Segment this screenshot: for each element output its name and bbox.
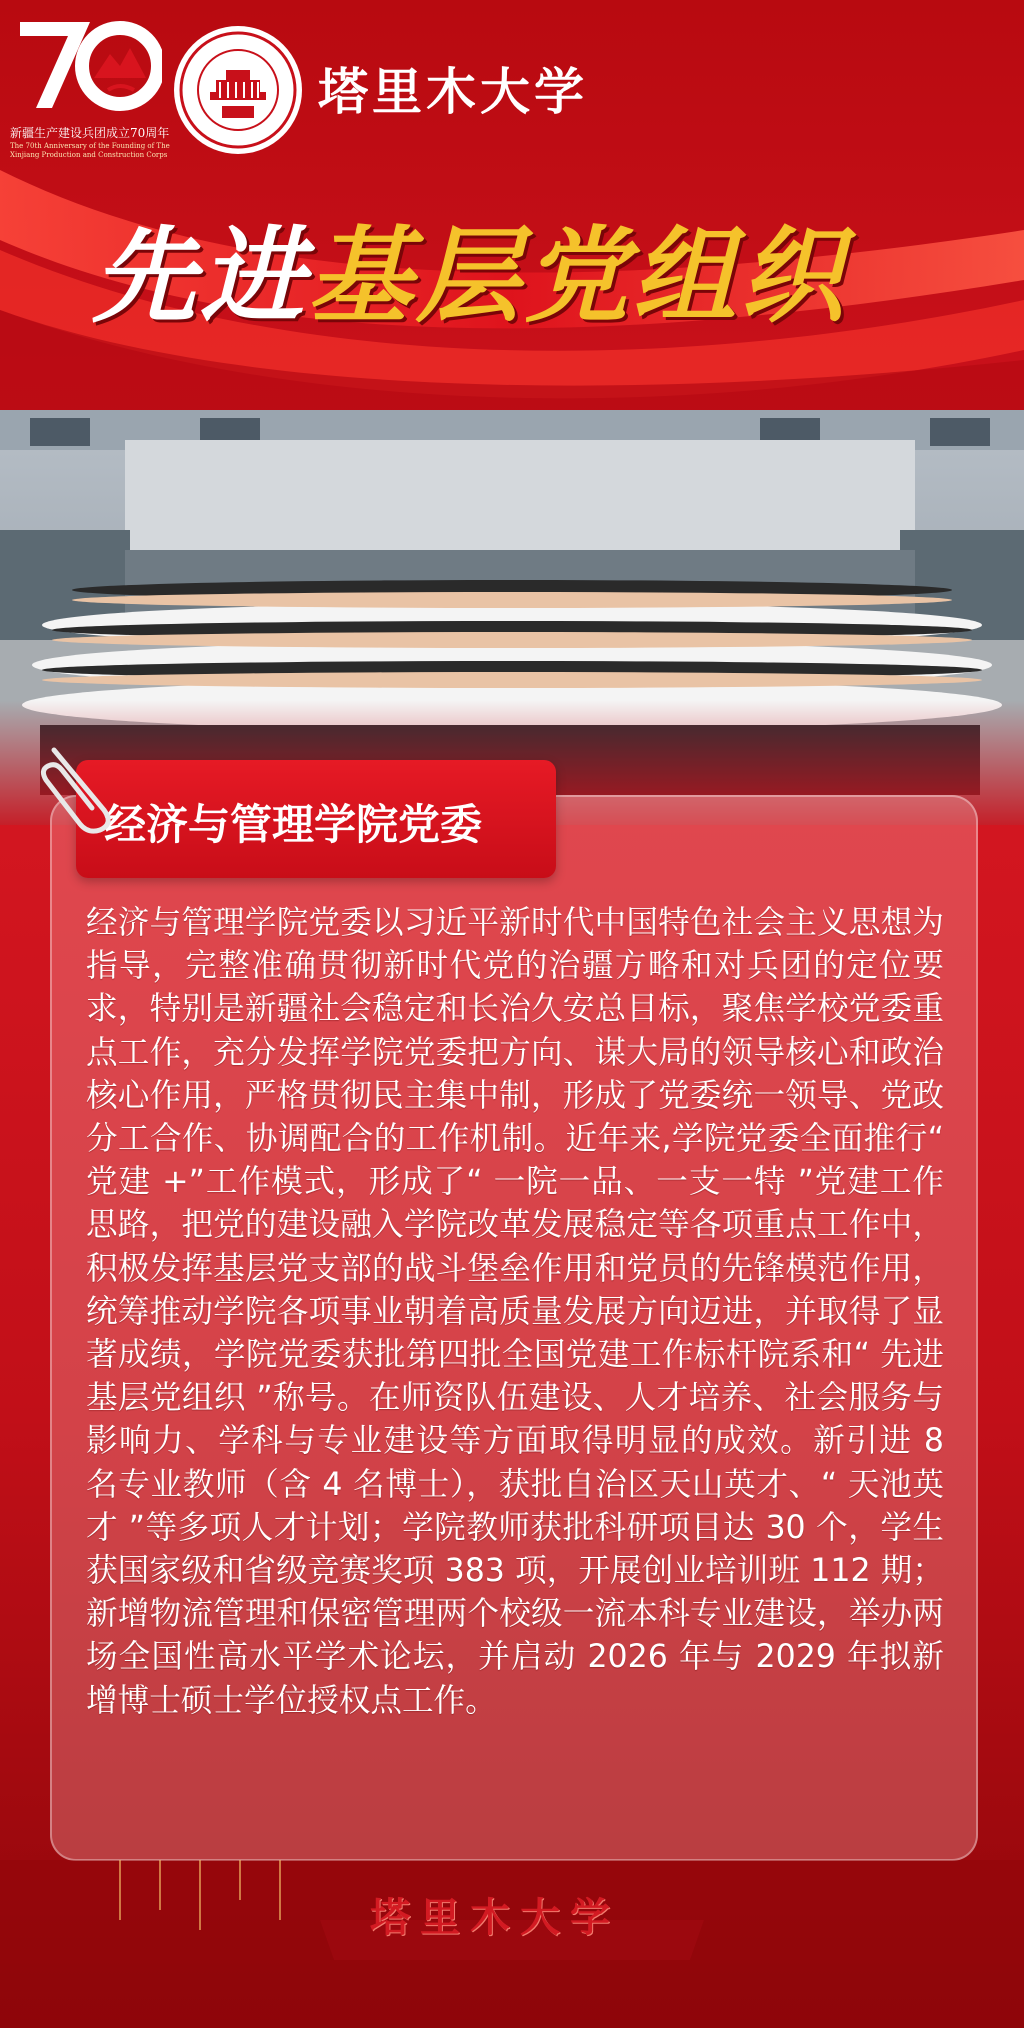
card-heading: 经济与管理学院党委: [104, 800, 483, 849]
banner-title: [92, 192, 848, 342]
card-body-text: 经济与管理学院党委以习近平新时代中国特色社会主义思想为指导，完整准确贯彻新时代党的治疆方略和对兵团的定位要求，特别是新疆社会稳定和长治久安总目标，聚焦学校党委重点工作，充分发挥学院党委把方向、谋大局的领导核心和政治核心作用，严格贯彻民主集中制，形成了党委统一领导、党政分工合作、协调配合的工作机制。近年来,学院党委全面推行“ 党建 +”工作模式，形成了“ 一院一品、一支一特 ”党建工作思路，把党的建设融入学院改革发展稳定等各项重点工作中，积极发挥基层党支部的战斗堡垒作用和党员的先锋模范作用，统筹推动学院各项事业朝着高质量发展方向迈进，并取得了显著成绩，学院党委获批第四批全国党建工作标杆院系和“ 先进基层党组织 ”称号。在师资队伍建设、人才培养、社会服务与影响力、学科与专业建设等方面取得明显的成效。新引进 8 名专业教师（含 4 名博士），获批自治区天山英才、“ 天池英才 ”等多项人才计划；学院教师获批科研项目达 30 个，学生获国家级和省级竞赛奖项 383 项，开展创业培训班 112 期；新增物流管理和保密管理两个校级一流本科专业建设，举办两场全国性高水平学术论坛，并启动 2026 年与 2029 年拟新增博士硕士学位授权点工作。: [86, 905, 944, 1719]
anniversary-70-logo: [12, 8, 162, 118]
header: [0, 0, 1024, 170]
university-name-footer: 塔里木大学: [370, 1894, 620, 1941]
banner-title-white: 先进: [92, 214, 309, 337]
banner-title-gold: 基层党组织: [308, 214, 849, 337]
paperclip-icon: [34, 740, 124, 840]
university-seal-logo: [170, 22, 306, 158]
anniversary-caption-cn: 新疆生产建设兵团成立70周年: [10, 126, 170, 140]
card-heading-tab: [76, 760, 556, 878]
anniversary-caption-en: The 70th Anniversary of the Founding of The Xinjiang Production and Construction Corps: [10, 142, 170, 159]
university-name-header: 塔里木大学: [318, 62, 588, 121]
